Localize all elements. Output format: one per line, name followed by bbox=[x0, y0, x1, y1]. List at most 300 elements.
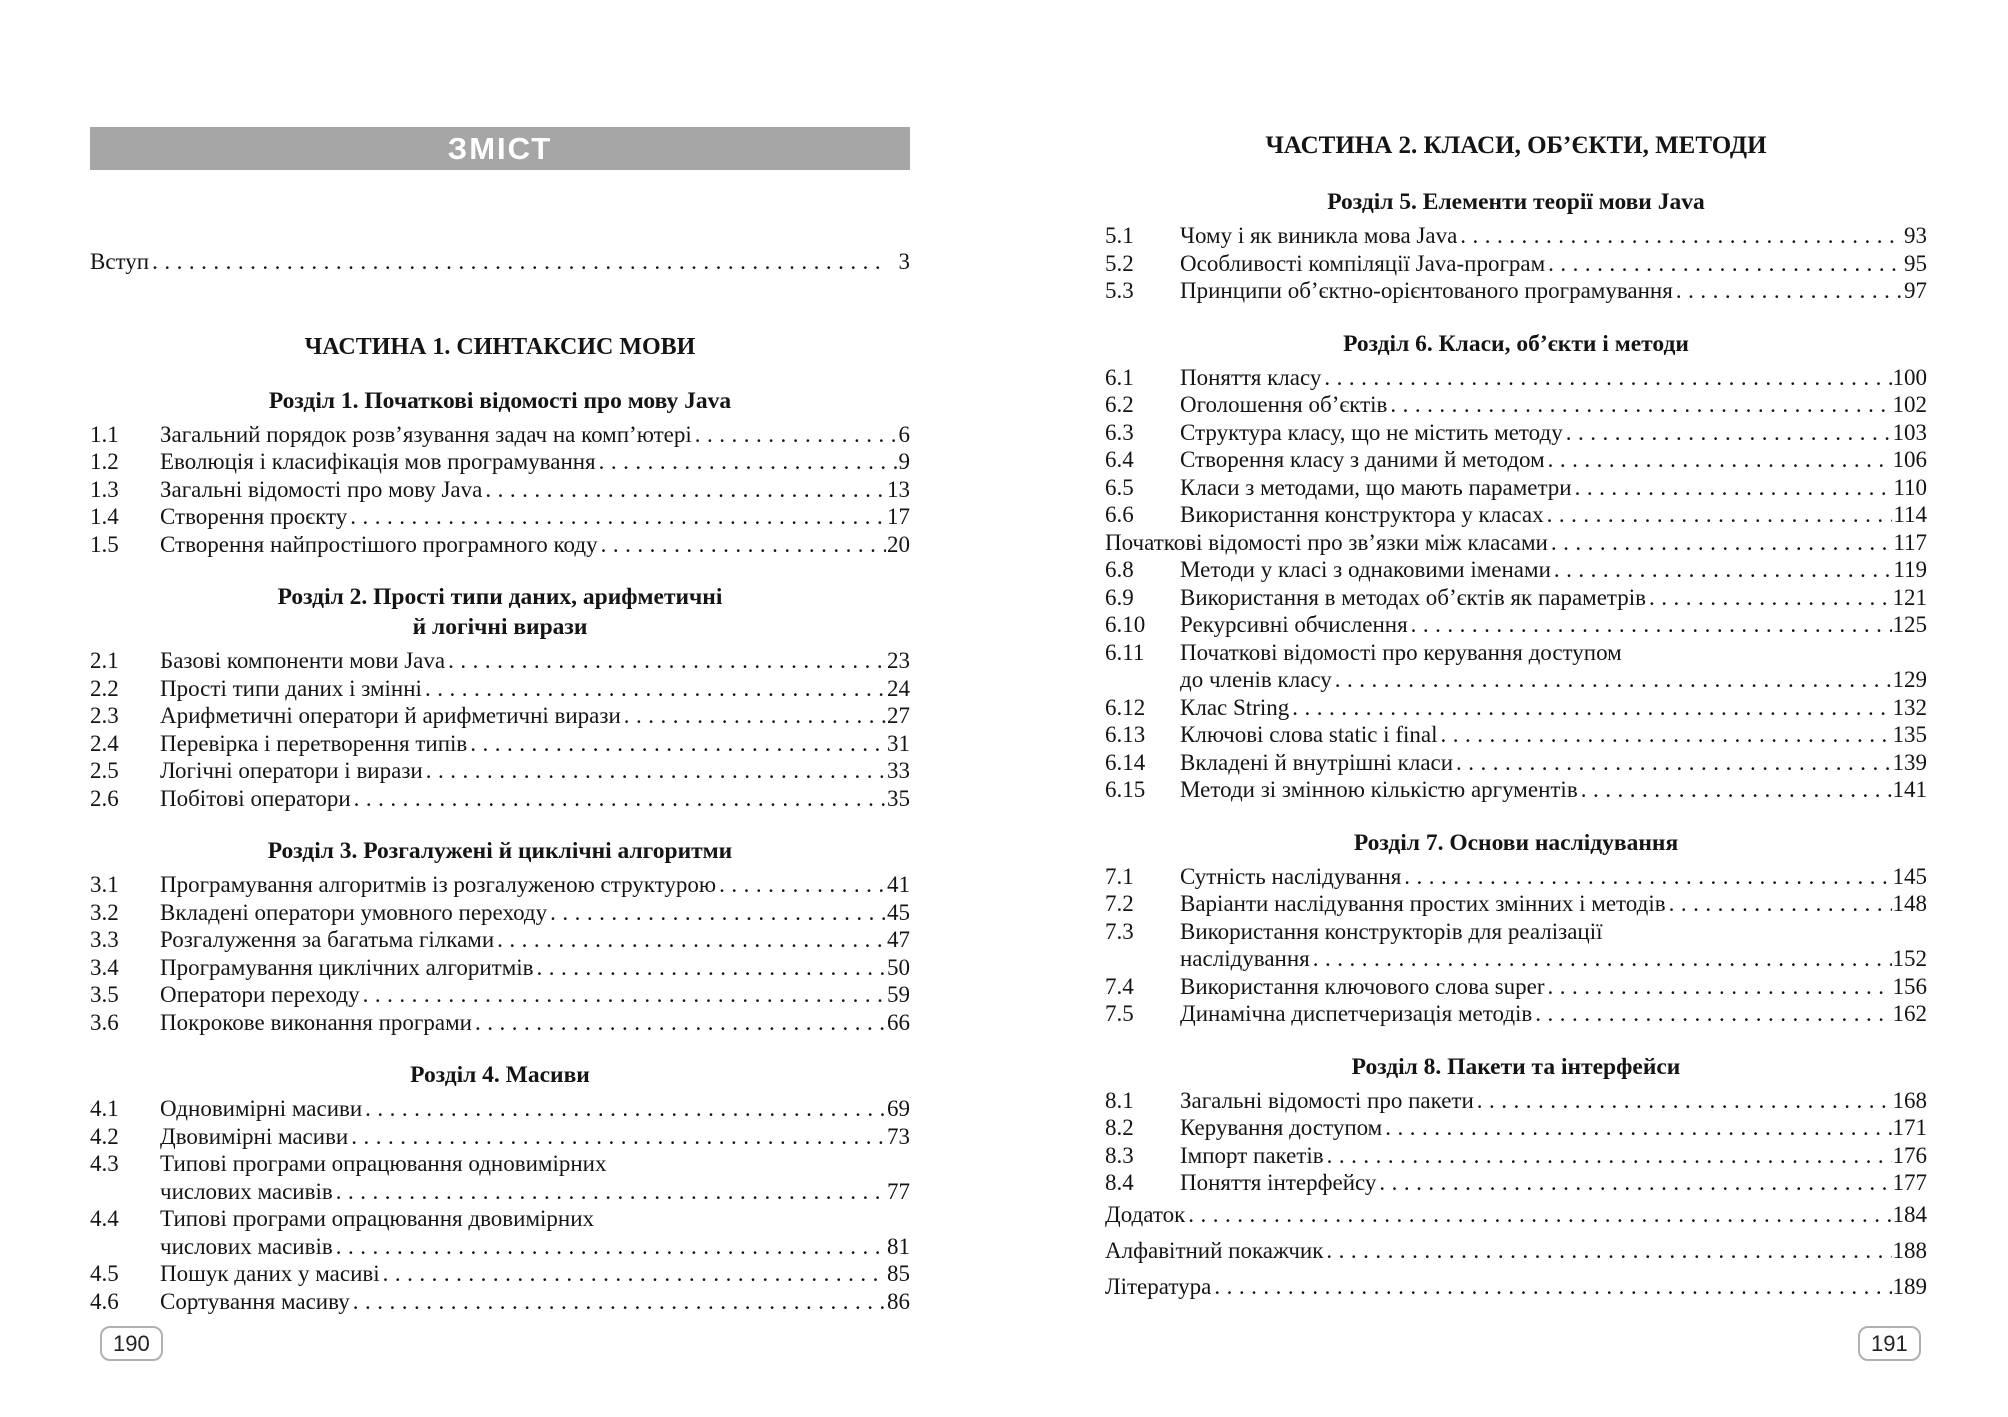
toc-entry bbox=[1105, 918, 1927, 946]
toc-entry-text: Література bbox=[1105, 1273, 1212, 1299]
dot-leader bbox=[152, 248, 883, 276]
section-heading: Розділ 7. Основи наслідування bbox=[1353, 829, 1679, 856]
toc-entry bbox=[1105, 501, 1927, 529]
toc-entry-text: Алфавітний покажчик bbox=[1105, 1237, 1324, 1263]
toc-entry-page: 77 bbox=[887, 1178, 910, 1204]
toc-entry-text: Ключові слова static і final bbox=[1180, 722, 1438, 747]
toc-entry-text: Поняття інтерфейсу bbox=[1180, 1170, 1377, 1195]
toc-entry-number: 8.3 bbox=[1105, 1142, 1134, 1168]
toc-entry-text: Програмування алгоритмів із розгалуженою структурою bbox=[160, 872, 717, 897]
toc-entry-text: Принципи об’єктно-орієнтованого програмування bbox=[1180, 278, 1673, 303]
toc-entry-number: 6.4 bbox=[1105, 447, 1134, 472]
toc-entry-page: 132 bbox=[1892, 694, 1927, 720]
section-items bbox=[90, 421, 910, 559]
toc-entry-text: Використання конструкторів для реалізації bbox=[1180, 918, 1603, 944]
dot-leader bbox=[470, 730, 886, 758]
toc-entry bbox=[1105, 1114, 1927, 1142]
toc-entry bbox=[1105, 222, 1927, 250]
toc-entry bbox=[1105, 611, 1927, 639]
toc-entry-page: 73 bbox=[887, 1123, 910, 1149]
dot-leader bbox=[426, 757, 886, 785]
toc-entry-page: 24 bbox=[887, 675, 910, 701]
toc-entry-number: 3.2 bbox=[90, 899, 119, 925]
toc-section bbox=[90, 836, 910, 1036]
toc-entry-page: 69 bbox=[887, 1096, 910, 1121]
dot-leader bbox=[383, 1260, 886, 1288]
toc-entry-text: числових масивів bbox=[160, 1233, 333, 1259]
dot-leader bbox=[1411, 611, 1892, 639]
page-number-left: 190 bbox=[100, 1326, 163, 1361]
toc-entry bbox=[1105, 694, 1927, 722]
left-sections bbox=[90, 386, 910, 1316]
toc-entry bbox=[90, 757, 910, 785]
toc-section bbox=[1105, 187, 1927, 305]
section-items bbox=[1105, 222, 1927, 305]
toc-entry-text: Загальний порядок розв’язування задач на комп’ютері bbox=[160, 421, 692, 447]
toc-entry-page: 177 bbox=[1892, 1170, 1927, 1195]
dot-leader bbox=[1335, 666, 1892, 694]
toc-entry-number: 5.1 bbox=[1105, 223, 1134, 248]
toc-entry-text: Еволюція і класифікація мов програмування bbox=[160, 449, 596, 474]
toc-entry-number: 7.3 bbox=[1105, 918, 1134, 944]
toc-entry bbox=[1105, 749, 1927, 777]
toc-entry-page: 9 bbox=[898, 449, 910, 474]
dot-leader bbox=[1548, 250, 1903, 278]
toc-entry-text: Структура класу, що не містить методу bbox=[1180, 419, 1563, 445]
toc-entry-text: Сутність наслідування bbox=[1180, 863, 1402, 889]
dot-leader bbox=[1551, 529, 1892, 557]
toc-entry bbox=[90, 503, 910, 531]
toc-entry-page: 102 bbox=[1892, 392, 1927, 417]
toc-entry bbox=[1105, 1269, 1927, 1305]
toc-entry-number: 6.2 bbox=[1105, 392, 1134, 417]
dot-leader bbox=[485, 476, 886, 504]
toc-entry-page: 189 bbox=[1892, 1273, 1927, 1299]
toc-section bbox=[90, 386, 910, 559]
toc-entry-page: 106 bbox=[1892, 447, 1927, 472]
toc-entry-text: Загальні відомості про мову Java bbox=[160, 476, 483, 502]
dot-leader bbox=[1547, 501, 1893, 529]
toc-entry bbox=[1105, 419, 1927, 447]
toc-entry bbox=[90, 1233, 910, 1261]
toc-entry-page: 66 bbox=[887, 1009, 910, 1035]
toc-entry-text: Поняття класу bbox=[1180, 364, 1322, 390]
toc-entry-text: Типові програми опрацювання одновимірних bbox=[160, 1151, 607, 1176]
toc-entry-number: 5.2 bbox=[1105, 250, 1134, 276]
contents-title-bar bbox=[90, 127, 910, 170]
toc-entry-number: 6.6 bbox=[1105, 502, 1134, 527]
toc-entry-text: Програмування циклічних алгоритмів bbox=[160, 954, 534, 980]
toc-entry-page: 125 bbox=[1892, 612, 1927, 637]
toc-entry-text: Створення найпростішого програмного коду bbox=[160, 531, 598, 557]
toc-entry bbox=[1105, 1142, 1927, 1170]
toc-entry-number: 3.1 bbox=[90, 872, 119, 897]
toc-entry bbox=[90, 421, 910, 449]
toc-section bbox=[90, 582, 910, 812]
section-heading: Розділ 1. Початкові відомості про мову Java bbox=[268, 387, 732, 414]
toc-entry bbox=[90, 1288, 910, 1316]
toc-entry-text: Покрокове виконання програми bbox=[160, 1009, 472, 1035]
dot-leader bbox=[336, 1178, 886, 1206]
toc-entry-page: 59 bbox=[887, 982, 910, 1007]
toc-entry bbox=[90, 981, 910, 1009]
toc-entry-number: 2.3 bbox=[90, 703, 119, 728]
toc-entry bbox=[1105, 973, 1927, 1001]
dot-leader bbox=[1404, 863, 1891, 891]
section-items bbox=[1105, 863, 1927, 1028]
toc-entry bbox=[90, 1095, 910, 1123]
part-2-heading: ЧАСТИНА 2. КЛАСИ, ОБ’ЄКТИ, МЕТОДИ bbox=[1265, 132, 1767, 159]
toc-entry-text: Сортування масиву bbox=[160, 1288, 350, 1314]
toc-entry-text: Прості типи даних і змінні bbox=[160, 675, 422, 701]
toc-entry-page: 135 bbox=[1892, 722, 1927, 747]
toc-entry bbox=[90, 476, 910, 504]
toc-entry-number: 6.14 bbox=[1105, 749, 1146, 775]
toc-entry bbox=[90, 702, 910, 730]
toc-entry-number: 3.5 bbox=[90, 982, 119, 1007]
toc-entry-page: 100 bbox=[1892, 364, 1927, 390]
toc-entry-number: 4.6 bbox=[90, 1288, 119, 1314]
toc-entry bbox=[1105, 1169, 1927, 1197]
section-heading: Розділ 2. Прості типи даних, арифметичні bbox=[277, 584, 723, 610]
toc-entry-text: Імпорт пакетів bbox=[1180, 1142, 1324, 1168]
dot-leader bbox=[695, 421, 898, 449]
toc-entry bbox=[90, 926, 910, 954]
section-items bbox=[1105, 364, 1927, 804]
dot-leader bbox=[354, 785, 886, 813]
toc-entry-text: Додаток bbox=[1105, 1201, 1186, 1227]
page-number-right: 191 bbox=[1858, 1326, 1921, 1361]
toc-entry-text: до членів класу bbox=[1180, 667, 1332, 692]
toc-entry-text: Логічні оператори і вирази bbox=[160, 758, 423, 783]
toc-entry-text: Варіанти наслідування простих змінних і методів bbox=[1180, 891, 1666, 916]
dot-leader bbox=[1548, 446, 1892, 474]
toc-entry-number: 4.2 bbox=[90, 1123, 119, 1149]
toc-entry-text: числових масивів bbox=[160, 1178, 333, 1204]
toc-entry-number: 6.8 bbox=[1105, 557, 1134, 582]
toc-entry bbox=[90, 1009, 910, 1037]
toc-entry-page: 171 bbox=[1892, 1115, 1927, 1140]
dot-leader bbox=[1324, 364, 1891, 392]
dot-leader bbox=[1477, 1087, 1892, 1115]
toc-entry-page: 85 bbox=[887, 1261, 910, 1286]
dot-leader bbox=[497, 926, 886, 954]
toc-entry-page: 17 bbox=[887, 504, 910, 529]
dot-leader bbox=[1292, 694, 1891, 722]
toc-entry-page: 20 bbox=[887, 531, 910, 557]
toc-entry-text: наслідування bbox=[1180, 946, 1310, 971]
toc-entry bbox=[1105, 277, 1927, 305]
toc-entry-page: 81 bbox=[887, 1233, 910, 1259]
dot-leader bbox=[599, 448, 898, 476]
section-items bbox=[90, 871, 910, 1036]
toc-entry-page: 35 bbox=[887, 785, 910, 811]
dot-leader bbox=[1327, 1142, 1892, 1170]
dot-leader bbox=[1566, 419, 1892, 447]
toc-entry-page: 103 bbox=[1892, 419, 1927, 445]
toc-entry-number: 8.1 bbox=[1105, 1087, 1134, 1113]
toc-section bbox=[1105, 828, 1927, 1028]
toc-entry-number: 7.5 bbox=[1105, 1001, 1134, 1026]
toc-entry-text: Використання в методах об’єктів як параметрів bbox=[1180, 584, 1647, 610]
toc-entry bbox=[90, 248, 910, 276]
toc-entry bbox=[1105, 474, 1927, 502]
toc-entry-page: 121 bbox=[1892, 584, 1927, 610]
toc-entry bbox=[1105, 945, 1927, 973]
toc-entry bbox=[1105, 250, 1927, 278]
toc-entry-text: Класи з методами, що мають параметри bbox=[1180, 474, 1572, 500]
toc-entry bbox=[90, 531, 910, 559]
toc-entry-page: 114 bbox=[1893, 502, 1927, 527]
toc-entry-number: 2.4 bbox=[90, 730, 119, 756]
dot-leader bbox=[336, 1233, 886, 1261]
dot-leader bbox=[353, 1288, 886, 1316]
toc-entry bbox=[90, 1205, 910, 1233]
dot-leader bbox=[719, 871, 886, 899]
toc-entry-page: 117 bbox=[1893, 529, 1927, 555]
toc-entry-number: 6.12 bbox=[1105, 694, 1146, 720]
toc-entry-page: 152 bbox=[1892, 946, 1927, 971]
dot-leader bbox=[350, 503, 886, 531]
toc-entry-number: 1.4 bbox=[90, 504, 119, 529]
dot-leader bbox=[537, 954, 886, 982]
toc-entry-text: Методи зі змінною кількістю аргументів bbox=[1180, 777, 1578, 802]
toc-entry bbox=[90, 1260, 910, 1288]
toc-section bbox=[90, 1060, 910, 1315]
dot-leader bbox=[1326, 1233, 1891, 1269]
toc-entry bbox=[1105, 1087, 1927, 1115]
toc-entry-page: 86 bbox=[887, 1288, 910, 1314]
toc-entry-text: Побітові оператори bbox=[160, 785, 351, 811]
toc-entry-page: 23 bbox=[887, 648, 910, 673]
toc-entry-number: 8.4 bbox=[1105, 1170, 1134, 1195]
toc-entry-page: 129 bbox=[1892, 667, 1927, 692]
toc-entry-text: Розгалуження за багатьма гілками bbox=[160, 927, 495, 952]
dot-leader bbox=[1554, 556, 1892, 584]
toc-entry-number: 6.10 bbox=[1105, 612, 1146, 637]
toc-entry-page: 3 bbox=[898, 249, 910, 274]
dot-leader bbox=[1313, 945, 1892, 973]
toc-entry-text: Базові компоненти мови Java bbox=[160, 648, 446, 673]
toc-entry-number: 7.1 bbox=[1105, 863, 1134, 889]
toc-entry-number: 3.3 bbox=[90, 927, 119, 952]
toc-entry-text: Вкладені й внутрішні класи bbox=[1180, 749, 1454, 775]
toc-entry bbox=[1105, 639, 1927, 667]
toc-entry bbox=[1105, 890, 1927, 918]
toc-entry-text: Керування доступом bbox=[1180, 1115, 1383, 1140]
dot-leader bbox=[448, 647, 886, 675]
toc-entry bbox=[1105, 364, 1927, 392]
section-items bbox=[90, 1095, 910, 1315]
toc-entry-text: Методи у класі з однаковими іменами bbox=[1180, 557, 1551, 582]
dot-leader bbox=[1390, 391, 1891, 419]
toc-entry-number: 3.6 bbox=[90, 1009, 119, 1035]
toc-entry bbox=[90, 871, 910, 899]
toc-entry-text: Загальні відомості про пакети bbox=[1180, 1087, 1474, 1113]
toc-entry bbox=[1105, 666, 1927, 694]
toc-entry-page: 156 bbox=[1892, 973, 1927, 999]
right-sections bbox=[1105, 187, 1927, 1197]
toc-entry bbox=[1105, 1233, 1927, 1269]
dot-leader bbox=[1379, 1169, 1891, 1197]
toc-entry-text: Чому і як виникла мова Java bbox=[1180, 223, 1458, 248]
dot-leader bbox=[351, 1123, 886, 1151]
toc-entry bbox=[1105, 584, 1927, 612]
toc-section bbox=[1105, 1052, 1927, 1197]
dot-leader bbox=[365, 1095, 886, 1123]
dot-leader bbox=[1535, 1000, 1891, 1028]
toc-entry-number: 4.5 bbox=[90, 1261, 119, 1286]
section-heading: Розділ 3. Розгалужені й циклічні алгоритми bbox=[267, 838, 733, 864]
toc-entry-text: Типові програми опрацювання двовимірних bbox=[160, 1206, 595, 1231]
back-matter-entries bbox=[1105, 1197, 1927, 1305]
section-heading: Розділ 4. Масиви bbox=[410, 1062, 590, 1088]
toc-entry bbox=[90, 1178, 910, 1206]
toc-entry bbox=[90, 448, 910, 476]
toc-entry-page: 148 bbox=[1892, 891, 1927, 916]
section-heading: Розділ 8. Пакети та інтерфейси bbox=[1351, 1053, 1681, 1080]
toc-section bbox=[1105, 329, 1927, 804]
toc-entry-text: Арифметичні оператори й арифметичні вирази bbox=[160, 703, 621, 728]
dot-leader bbox=[425, 675, 886, 703]
toc-entry-text: Динамічна диспетчеризація методів bbox=[1180, 1001, 1533, 1026]
toc-entry-number: 4.1 bbox=[90, 1096, 119, 1121]
toc-entry-number: 1.1 bbox=[90, 421, 119, 447]
toc-entry-text: Створення проєкту bbox=[160, 504, 348, 529]
dot-leader bbox=[1460, 222, 1903, 250]
toc-entry-number: 1.3 bbox=[90, 476, 119, 502]
toc-entry-number: 6.5 bbox=[1105, 474, 1134, 500]
toc-entry-text: Перевірка і перетворення типів bbox=[160, 730, 468, 756]
dot-leader bbox=[550, 899, 886, 927]
toc-entry-page: 93 bbox=[1904, 223, 1927, 248]
toc-entry-number: 4.4 bbox=[90, 1206, 119, 1231]
toc-entry bbox=[1105, 556, 1927, 584]
toc-entry bbox=[90, 675, 910, 703]
toc-entry-number: 2.1 bbox=[90, 648, 119, 673]
toc-entry-page: 188 bbox=[1892, 1237, 1927, 1263]
toc-entry-number-spacer bbox=[90, 1178, 160, 1206]
dot-leader bbox=[601, 531, 886, 559]
section-heading: й логічні вирази bbox=[412, 614, 588, 640]
toc-entry-text: Оголошення об’єктів bbox=[1180, 392, 1388, 417]
toc-entry-number: 4.3 bbox=[90, 1151, 119, 1176]
toc-entry-page: 41 bbox=[887, 872, 910, 897]
dot-leader bbox=[1440, 721, 1891, 749]
toc-entry-text: Використання ключового слова super bbox=[1180, 973, 1545, 999]
toc-entry-page: 31 bbox=[887, 730, 910, 756]
section-items bbox=[90, 647, 910, 812]
toc-entry bbox=[1105, 529, 1927, 557]
toc-entry bbox=[90, 1150, 910, 1178]
toc-entry bbox=[1105, 776, 1927, 804]
toc-entry-number: 8.2 bbox=[1105, 1115, 1134, 1140]
dot-leader bbox=[1676, 277, 1903, 305]
toc-entry-text: Одновимірні масиви bbox=[160, 1096, 363, 1121]
intro-entries bbox=[90, 248, 910, 276]
toc-entry-page: 176 bbox=[1892, 1142, 1927, 1168]
toc-entry bbox=[90, 785, 910, 813]
dot-leader bbox=[363, 981, 886, 1009]
toc-entry-page: 33 bbox=[887, 758, 910, 783]
dot-leader bbox=[475, 1009, 886, 1037]
toc-entry-text: Вкладені оператори умовного переходу bbox=[160, 899, 548, 925]
toc-entry-text: Початкові відомості про керування доступом bbox=[1180, 639, 1622, 665]
toc-entry-number: 2.6 bbox=[90, 785, 119, 811]
toc-entry-number: 7.2 bbox=[1105, 891, 1134, 916]
toc-entry-text: Пошук даних у масиві bbox=[160, 1261, 380, 1286]
toc-entry-number: 6.15 bbox=[1105, 777, 1146, 802]
toc-entry-number: 1.2 bbox=[90, 449, 119, 474]
toc-entry-page: 47 bbox=[887, 927, 910, 952]
toc-entry-number: 3.4 bbox=[90, 954, 119, 980]
toc-entry-page: 45 bbox=[887, 899, 910, 925]
toc-entry-number: 1.5 bbox=[90, 531, 119, 557]
toc-entry-text: Створення класу з даними й методом bbox=[1180, 447, 1545, 472]
toc-entry bbox=[90, 730, 910, 758]
toc-entry-text: Рекурсивні обчислення bbox=[1180, 612, 1408, 637]
toc-entry-page: 13 bbox=[887, 476, 910, 502]
dot-leader bbox=[1188, 1197, 1891, 1233]
toc-page-right bbox=[1105, 0, 1927, 1305]
toc-entry-number: 6.13 bbox=[1105, 722, 1146, 747]
toc-entry-page: 141 bbox=[1892, 777, 1927, 802]
dot-leader bbox=[1575, 474, 1893, 502]
toc-entry-page: 6 bbox=[898, 421, 910, 447]
toc-entry-page: 168 bbox=[1892, 1087, 1927, 1113]
toc-entry-text: Клас String bbox=[1180, 694, 1290, 720]
toc-entry bbox=[1105, 721, 1927, 749]
dot-leader bbox=[1548, 973, 1892, 1001]
toc-entry bbox=[90, 899, 910, 927]
toc-entry-number-spacer bbox=[1105, 945, 1180, 973]
toc-entry-page: 50 bbox=[887, 954, 910, 980]
section-items bbox=[1105, 1087, 1927, 1197]
toc-entry-page: 119 bbox=[1893, 557, 1927, 582]
toc-entry-text: Початкові відомості про зв’язки між класами bbox=[1105, 529, 1548, 555]
dot-leader bbox=[624, 702, 886, 730]
toc-entry-page: 145 bbox=[1892, 863, 1927, 889]
toc-entry bbox=[90, 647, 910, 675]
toc-entry-text: Оператори переходу bbox=[160, 982, 360, 1007]
toc-entry-page: 95 bbox=[1904, 250, 1927, 276]
toc-entry-page: 110 bbox=[1893, 474, 1927, 500]
toc-entry-page: 184 bbox=[1892, 1201, 1927, 1227]
dot-leader bbox=[1581, 776, 1892, 804]
toc-entry-number: 6.11 bbox=[1105, 639, 1145, 665]
toc-entry-number: 7.4 bbox=[1105, 973, 1134, 999]
dot-leader bbox=[1385, 1114, 1891, 1142]
toc-entry bbox=[1105, 1197, 1927, 1233]
toc-entry bbox=[1105, 446, 1927, 474]
toc-entry-number: 6.9 bbox=[1105, 584, 1134, 610]
toc-entry-text: Використання конструктора у класах bbox=[1180, 502, 1544, 527]
toc-entry-number: 2.5 bbox=[90, 758, 119, 783]
toc-entry-number-spacer bbox=[90, 1233, 160, 1261]
toc-entry bbox=[1105, 1000, 1927, 1028]
toc-entry-text: Особливості компіляції Java-програм bbox=[1180, 250, 1546, 276]
toc-entry-number: 5.3 bbox=[1105, 278, 1134, 303]
toc-entry-page: 27 bbox=[887, 703, 910, 728]
contents-title: ЗМІСТ bbox=[447, 131, 553, 166]
toc-entry bbox=[90, 1123, 910, 1151]
dot-leader bbox=[1456, 749, 1891, 777]
toc-entry-page: 97 bbox=[1904, 278, 1927, 303]
dot-leader bbox=[1214, 1269, 1891, 1305]
toc-entry-number: 6.1 bbox=[1105, 364, 1134, 390]
toc-entry-number: 6.3 bbox=[1105, 419, 1134, 445]
part-1-heading: ЧАСТИНА 1. СИНТАКСИС МОВИ bbox=[304, 333, 696, 360]
